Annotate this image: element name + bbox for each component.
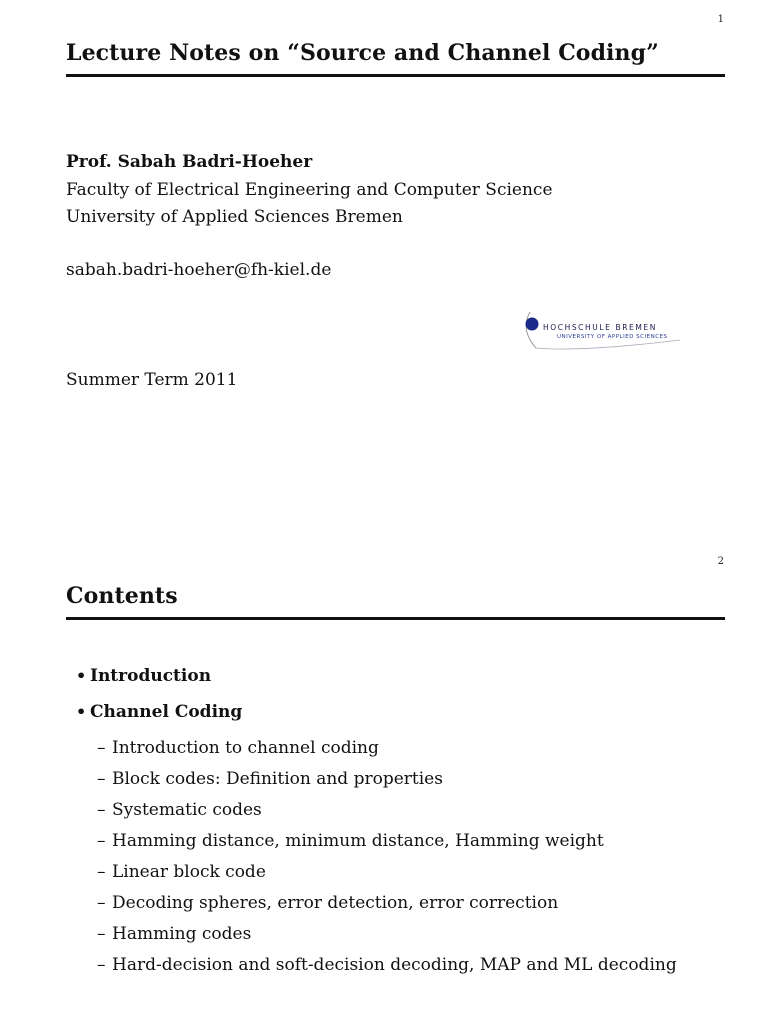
author-name: Prof. Sabah Badri-Hoeher xyxy=(66,152,313,172)
list-item xyxy=(76,702,242,722)
slide-title: Lecture Notes on “Source and Channel Coding” xyxy=(66,40,659,66)
dash-icon: – xyxy=(97,769,106,789)
sub-list-item xyxy=(97,955,677,975)
logo-subtitle: UNIVERSITY OF APPLIED SCIENCES xyxy=(557,334,668,340)
logo-mark-icon xyxy=(522,308,692,356)
sub-list-item-label: Introduction to channel coding xyxy=(112,738,379,758)
slide-2 xyxy=(0,542,768,1024)
dash-icon: – xyxy=(97,924,106,944)
dash-icon: – xyxy=(97,800,106,820)
dash-icon: – xyxy=(97,831,106,851)
email-address: sabah.badri-hoeher@fh-kiel.de xyxy=(66,260,332,280)
sub-list-item-label: Hard-decision and soft-decision decoding, MAP and ML decoding xyxy=(112,955,677,975)
university: University of Applied Sciences Bremen xyxy=(66,207,403,227)
sub-list-item-label: Decoding spheres, error detection, error correction xyxy=(112,893,559,913)
list-item xyxy=(76,666,211,686)
title-rule xyxy=(66,617,725,620)
term: Summer Term 2011 xyxy=(66,370,238,390)
sub-list-item-label: Linear block code xyxy=(112,862,266,882)
sub-list-item xyxy=(97,862,266,882)
sub-list-item xyxy=(97,738,379,758)
sub-list-item xyxy=(97,800,262,820)
sub-list-item-label: Hamming distance, minimum distance, Hamming weight xyxy=(112,831,604,851)
sub-list-item xyxy=(97,893,558,913)
logo-name: HOCHSCHULE BREMEN xyxy=(543,323,657,332)
faculty: Faculty of Electrical Engineering and Computer Science xyxy=(66,180,553,200)
title-rule xyxy=(66,74,725,77)
dash-icon: – xyxy=(97,862,106,882)
sub-list-item xyxy=(97,831,604,851)
sub-list-item-label: Hamming codes xyxy=(112,924,252,944)
bullet-icon: • xyxy=(76,702,87,721)
dash-icon: – xyxy=(97,893,106,913)
sub-list-item xyxy=(97,924,251,944)
slide-title: Contents xyxy=(66,583,178,609)
sub-list-item-label: Systematic codes xyxy=(112,800,262,820)
sub-list-item-label: Block codes: Definition and properties xyxy=(112,769,443,789)
page-number: 1 xyxy=(717,14,724,25)
page-number: 2 xyxy=(717,556,724,567)
dash-icon: – xyxy=(97,738,106,758)
dash-icon: – xyxy=(97,955,106,975)
university-logo xyxy=(522,308,692,356)
sub-list-item xyxy=(97,769,443,789)
list-item-label: Introduction xyxy=(90,666,212,686)
list-item-label: Channel Coding xyxy=(90,702,243,722)
bullet-icon: • xyxy=(76,666,87,685)
